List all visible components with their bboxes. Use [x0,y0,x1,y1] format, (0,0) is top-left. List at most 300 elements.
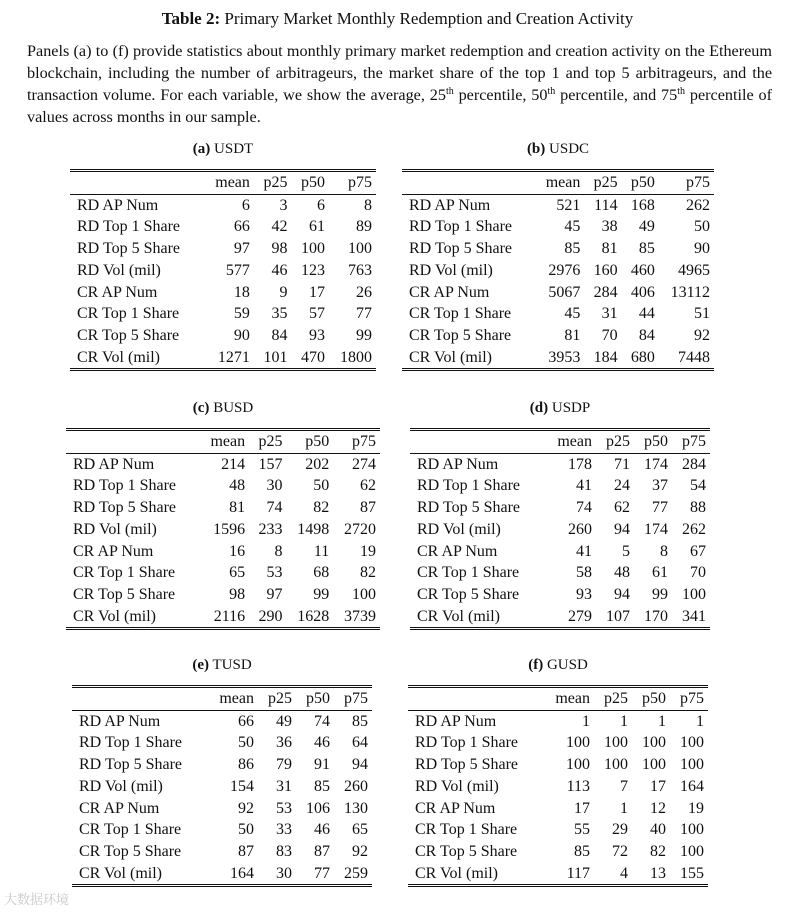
row-label: CR Vol (mil) [415,864,498,882]
table-cell: 64 [352,734,368,752]
table-cell: 68 [313,564,330,582]
table-cell: 35 [271,305,288,323]
table-cell: 107 [606,607,630,625]
table-cell: 4965 [678,261,710,279]
column-header: p75 [672,431,710,453]
table-cell: 274 [352,455,376,473]
header-row [408,688,708,710]
table-row [408,754,708,776]
panel-a [70,141,376,371]
panel-name: BUSD [213,400,254,416]
table-row [408,819,708,841]
table-cell: 13112 [670,283,710,301]
table-cell: 65 [229,564,246,582]
header-blank [402,172,535,194]
column-header: p50 [286,431,333,453]
table-cell: 50 [694,218,710,236]
table-cell: 77 [651,499,668,517]
table-cell: 8 [274,542,283,560]
row-label: CR AP Num [409,283,490,301]
table-cell: 81 [601,240,618,258]
row-label: RD AP Num [79,712,161,730]
row-label: CR AP Num [73,542,154,560]
table-cell: 1 [657,712,666,730]
caption-text-2: percentile, 50 [453,86,548,104]
table-cell: 1 [620,799,628,817]
table-cell: 45 [564,218,581,236]
table-cell: 94 [614,585,630,603]
table-row [402,194,714,216]
table-cell: 93 [309,326,325,344]
row-label: RD Vol (mil) [79,777,163,795]
table-cell: 92 [694,326,710,344]
table-row [70,216,376,238]
stats-table [408,688,708,884]
table-cell: 17 [309,283,325,301]
row-label: CR Top 5 Share [73,585,176,603]
row-label: CR Top 1 Share [409,305,512,323]
table-cell: 13 [649,864,666,882]
table-cell: 42 [271,218,288,236]
row-label: RD Vol (mil) [415,777,499,795]
column-header: p25 [254,172,292,194]
table-row [66,453,380,475]
table-cell: 259 [344,864,368,882]
column-header: mean [207,688,258,710]
table-cell: 85 [564,240,581,258]
table-title-text: Primary Market Monthly Redemption and Creation Activity [224,9,634,28]
table-cell: 93 [576,585,593,603]
table-cell: 98 [271,240,288,258]
table-cell: 100 [348,240,372,258]
table-cell: 33 [276,821,292,839]
table-row [410,584,710,606]
caption-text-3: percentile, and 75 [555,86,678,104]
table-row [66,497,380,519]
table-row [66,541,380,563]
row-label: CR Top 5 Share [417,585,520,603]
row-label: CR Top 1 Share [417,564,520,582]
stats-table [72,688,372,884]
row-label: RD Top 5 Share [79,756,183,774]
panel-name: USDT [214,141,254,157]
row-label: CR Top 5 Share [415,842,518,860]
table-row [72,754,372,776]
column-header: p25 [584,172,621,194]
table-cell: 87 [313,842,330,860]
table-row [66,606,380,628]
table-cell: 82 [360,564,376,582]
table-row [70,282,376,304]
table-cell: 85 [313,777,330,795]
header-row [402,172,714,194]
table-cell: 3 [279,196,288,214]
table-cell: 233 [258,520,283,538]
column-header: p75 [333,431,380,453]
table-cell: 1498 [297,520,330,538]
header-row [410,431,710,453]
stats-table-wrap [410,428,710,630]
table-cell: 3953 [548,348,581,366]
row-label: RD Top 5 Share [73,499,177,517]
table-cell: 77 [313,864,330,882]
table-cell: 74 [313,712,330,730]
header-blank [72,688,207,710]
row-label: CR Top 1 Share [79,821,182,839]
stats-table [66,431,380,627]
table-cell: 87 [238,842,255,860]
table-cell: 284 [682,455,706,473]
table-cell: 279 [568,607,593,625]
table-cell: 70 [690,564,706,582]
panel-title [70,141,376,161]
table-cell: 2116 [213,607,246,625]
table-cell: 5067 [548,283,581,301]
stats-table-wrap [408,685,708,887]
row-label: CR AP Num [79,799,160,817]
table-cell: 202 [305,455,330,473]
caption-text-4: percentile of values across months in our sample. [27,86,773,126]
stats-table-wrap [70,169,376,371]
table-cell: 100 [680,756,704,774]
table-row [402,303,714,325]
table-cell: 29 [612,821,628,839]
table-cell: 99 [313,585,330,603]
panel-tag: (b) [526,141,546,157]
row-label: CR Vol (mil) [73,607,156,625]
caption-sup-3: th [677,86,686,97]
table-cell: 87 [360,499,376,517]
table-cell: 61 [651,564,668,582]
table-cell: 94 [352,756,368,774]
table-cell: 2976 [548,261,581,279]
row-label: CR Vol (mil) [79,864,162,882]
table-number: Table 2: [161,9,221,28]
table-cell: 81 [229,499,246,517]
row-label: RD Vol (mil) [73,520,157,538]
row-label: RD Top 1 Share [409,218,513,236]
table-cell: 72 [612,842,628,860]
table-cell: 406 [630,283,655,301]
panel-title [408,657,708,677]
table-cell: 84 [638,326,655,344]
table-row [402,347,714,369]
column-header: p50 [291,172,329,194]
table-cell: 100 [680,842,704,860]
row-label: RD Top 1 Share [79,734,183,752]
table-cell: 92 [352,842,368,860]
panel-title [72,657,372,677]
table-row [72,841,372,863]
table-row [72,798,372,820]
table-cell: 46 [313,734,330,752]
panel-c [66,400,380,630]
table-cell: 50 [238,821,255,839]
table-cell: 55 [574,821,591,839]
table-cell: 85 [638,240,655,258]
panel-name: USDC [549,141,590,157]
table-cell: 66 [238,712,255,730]
row-label: RD Top 5 Share [417,499,521,517]
table-cell: 17 [649,777,666,795]
table-cell: 680 [630,348,655,366]
table-cell: 66 [233,218,250,236]
table-cell: 45 [564,305,581,323]
table-cell: 763 [348,261,372,279]
column-header: p50 [296,688,334,710]
table-cell: 62 [614,499,630,517]
row-label: CR Top 1 Share [415,821,518,839]
table-cell: 24 [614,477,630,495]
table-row [402,282,714,304]
table-cell: 460 [630,261,655,279]
row-label: RD Top 5 Share [77,240,181,258]
column-header: p75 [334,688,372,710]
table-cell: 89 [356,218,372,236]
table-cell: 49 [638,218,655,236]
table-cell: 31 [601,305,618,323]
column-header: p75 [670,688,708,710]
table-row [408,732,708,754]
table-cell: 59 [233,305,250,323]
table-cell: 74 [576,499,593,517]
row-label: CR Vol (mil) [409,348,492,366]
table-cell: 113 [566,777,591,795]
table-cell: 94 [614,520,630,538]
table-cell: 9 [279,283,288,301]
table-cell: 48 [614,564,630,582]
table-cell: 184 [593,348,618,366]
header-row [66,431,380,453]
table-cell: 30 [266,477,283,495]
row-label: CR AP Num [415,799,496,817]
row-label: CR Top 5 Share [409,326,512,344]
panel-name: USDP [551,400,591,416]
stats-table [70,172,376,368]
caption-text-1: Panels (a) to (f) provide statistics about monthly primary market redemption and creation activity on the Ethereum blockchain, including the number of arbitrageurs, the market share of the top 1 and top 5 arbitrageurs, and the transaction volume. For each variable, we show the average, 25 [27,42,772,104]
table-cell: 7448 [678,348,710,366]
table-row [402,260,714,282]
table-cell: 117 [566,864,591,882]
table-cell: 100 [566,756,591,774]
column-header: p25 [596,431,634,453]
table-cell: 100 [352,585,376,603]
header-row [70,172,376,194]
table-cell: 1800 [340,348,372,366]
table-cell: 1628 [297,607,330,625]
table-cell: 164 [680,777,704,795]
table-cell: 11 [313,542,330,560]
table-cell: 58 [576,564,593,582]
row-label: RD AP Num [417,455,499,473]
table-row [410,562,710,584]
column-header: p25 [258,688,296,710]
table-cell: 100 [604,756,628,774]
table-title [0,9,795,29]
table-cell: 16 [229,542,246,560]
stats-table-wrap [66,428,380,630]
table-cell: 1 [582,712,591,730]
table-cell: 19 [360,542,376,560]
table-cell: 114 [594,196,618,214]
table-cell: 74 [266,499,283,517]
caption-sup-1: th [445,86,454,97]
table-row [402,238,714,260]
table-cell: 44 [638,305,655,323]
table-cell: 86 [238,756,255,774]
table-cell: 100 [680,734,704,752]
table-row [66,519,380,541]
panel-tag: (d) [529,400,549,416]
header-blank [410,431,545,453]
table-row [70,194,376,216]
table-cell: 65 [352,821,368,839]
table-row [402,216,714,238]
table-cell: 61 [309,218,325,236]
table-cell: 84 [271,326,288,344]
table-cell: 284 [593,283,618,301]
panel-title [66,400,380,420]
table-cell: 5 [622,542,630,560]
panel-tag: (e) [192,657,209,673]
table-cell: 98 [229,585,246,603]
panel-tag: (a) [192,141,211,157]
row-label: RD Top 5 Share [415,756,519,774]
table-cell: 100 [604,734,628,752]
table-cell: 31 [276,777,292,795]
table-cell: 54 [690,477,706,495]
table-cell: 36 [276,734,292,752]
table-row [72,732,372,754]
table-row [410,497,710,519]
header-row [72,688,372,710]
watermark: 大数据环境 [4,893,70,908]
column-header: p25 [249,431,286,453]
table-row [408,710,708,732]
table-cell: 123 [301,261,325,279]
table-cell: 53 [276,799,292,817]
panel-f [408,657,708,887]
table-cell: 106 [305,799,330,817]
table-cell: 91 [313,756,330,774]
table-cell: 71 [614,455,630,473]
table-cell: 262 [682,520,706,538]
table-cell: 41 [576,542,593,560]
panel-d [410,400,710,630]
panel-title [402,141,714,161]
table-cell: 521 [556,196,581,214]
table-caption [27,40,772,128]
column-header: mean [204,172,254,194]
table-cell: 6 [241,196,250,214]
table-cell: 2720 [344,520,376,538]
column-header: p50 [622,172,659,194]
table-cell: 214 [221,455,246,473]
column-header: p75 [329,172,376,194]
column-header: mean [543,688,594,710]
column-header: mean [535,172,585,194]
table-cell: 88 [690,499,706,517]
table-cell: 1 [620,712,628,730]
row-label: CR Top 5 Share [79,842,182,860]
row-label: CR Top 1 Share [77,305,180,323]
table-cell: 470 [301,348,325,366]
table-cell: 57 [309,305,325,323]
table-row [410,475,710,497]
table-cell: 97 [233,240,250,258]
header-blank [70,172,204,194]
table-row [410,541,710,563]
table-cell: 157 [258,455,283,473]
table-cell: 130 [344,799,368,817]
row-label: RD AP Num [409,196,491,214]
table-cell: 1271 [217,348,250,366]
table-cell: 8 [659,542,668,560]
table-cell: 341 [682,607,706,625]
stats-table-wrap [402,169,714,371]
row-label: RD AP Num [73,455,155,473]
table-row [66,584,380,606]
table-row [410,519,710,541]
table-cell: 70 [601,326,618,344]
table-cell: 90 [694,240,710,258]
column-header: mean [545,431,596,453]
table-cell: 154 [230,777,255,795]
column-header: mean [199,431,249,453]
table-cell: 164 [230,864,255,882]
table-row [72,776,372,798]
row-label: RD Top 1 Share [417,477,521,495]
table-cell: 8 [364,196,372,214]
table-cell: 3739 [344,607,376,625]
stats-table [402,172,714,368]
table-cell: 6 [317,196,325,214]
table-cell: 37 [651,477,668,495]
row-label: CR Vol (mil) [77,348,160,366]
table-cell: 26 [356,283,372,301]
caption-sup-2: th [547,86,556,97]
table-cell: 53 [266,564,283,582]
table-cell: 82 [649,842,666,860]
header-blank [408,688,543,710]
table-cell: 18 [233,283,250,301]
table-cell: 82 [313,499,330,517]
table-cell: 262 [686,196,710,214]
row-label: CR Vol (mil) [417,607,500,625]
row-label: RD Top 1 Share [77,218,181,236]
table-row [70,325,376,347]
table-cell: 81 [564,326,581,344]
table-cell: 83 [276,842,292,860]
table-cell: 100 [641,756,666,774]
table-cell: 85 [352,712,368,730]
table-cell: 4 [620,864,628,882]
table-cell: 97 [266,585,283,603]
table-cell: 174 [643,520,668,538]
table-cell: 174 [643,455,668,473]
row-label: RD Vol (mil) [417,520,501,538]
column-header: p25 [594,688,632,710]
panel-title [410,400,710,420]
table-cell: 12 [649,799,666,817]
table-row [408,863,708,885]
table-row [66,475,380,497]
table-cell: 51 [694,305,710,323]
table-cell: 92 [238,799,255,817]
table-row [408,798,708,820]
table-row [72,863,372,885]
table-cell: 49 [276,712,292,730]
